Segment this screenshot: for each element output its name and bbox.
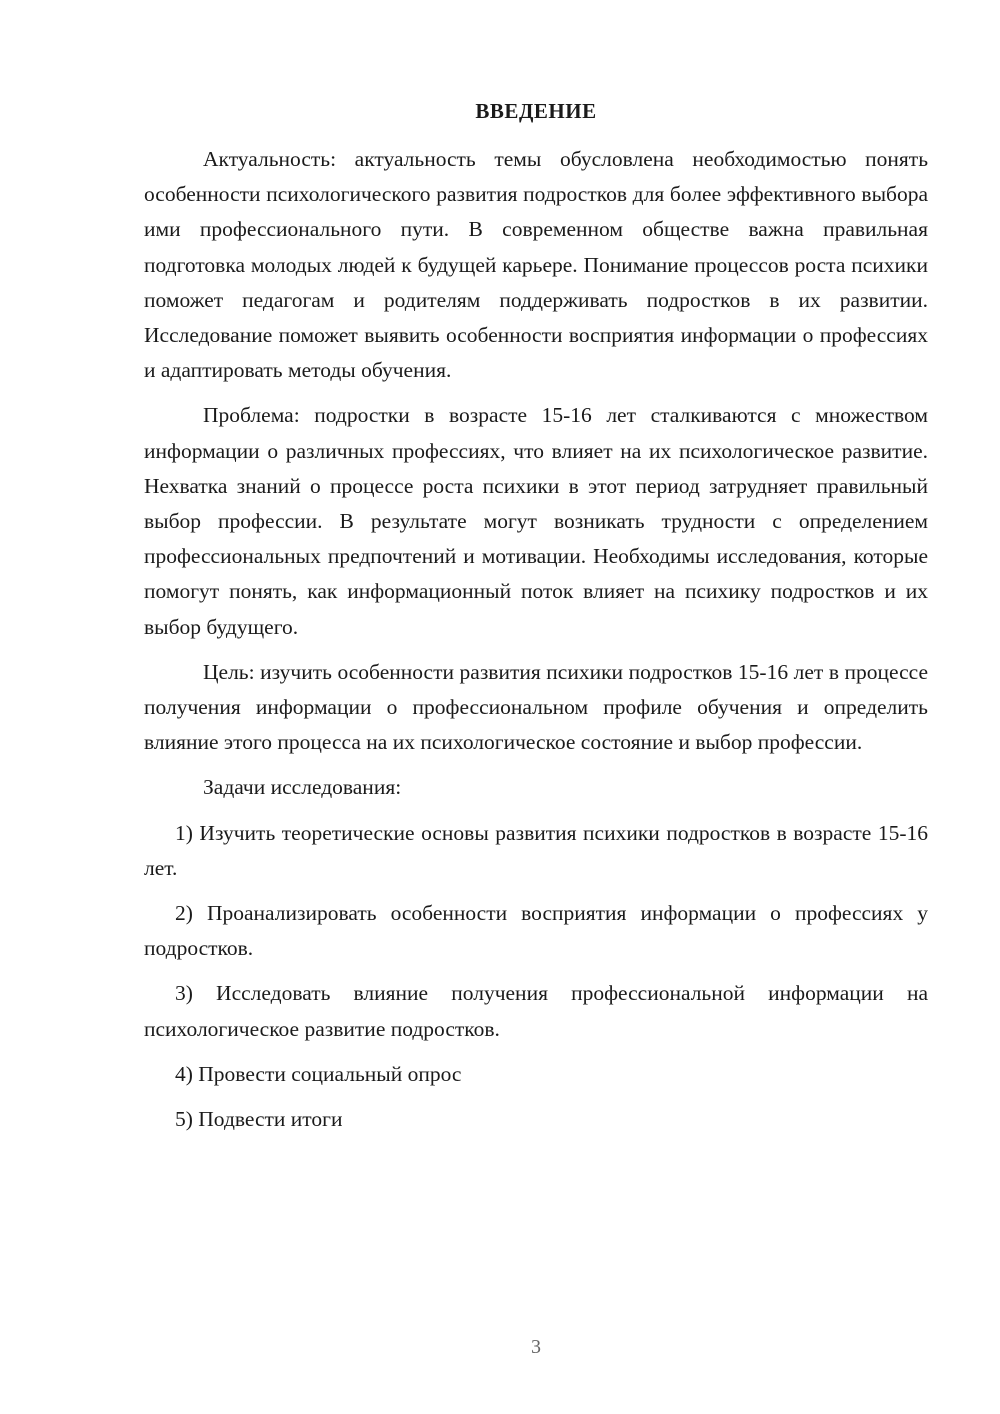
paragraph-relevance: Актуальность: актуальность темы обусловлена необходимостью понять особенности психологического развития подростков для более эффективного выбора ими профессионального пути. В современном обществе важна правильная подготовка молодых людей к будущей карьере. Понимание процессов роста психики поможет педагогам и родителям поддерживать подростков в их развитии. Исследование поможет выявить особенности восприятия информации о профессиях и адаптировать методы обучения.	[144, 147, 928, 383]
task-item-3: 3) Исследовать влияние получения профессиональной информации на психологическое развитие подростков.	[144, 981, 928, 1041]
document-page	[144, 0, 928, 1414]
paragraph-goal: Цель: изучить особенности развития психики подростков 15-16 лет в процессе получения информации о профессиональном профиле обучения и определить влияние этого процесса на их психологическое состояние и выбор профессии.	[144, 659, 928, 755]
document-body	[144, 142, 928, 1137]
task-item-4: 4) Провести социальный опрос	[175, 1061, 462, 1086]
tasks-heading: Задачи исследования:	[203, 775, 402, 800]
task-item-2: 2) Проанализировать особенности восприятия информации о профессиях у подростков.	[144, 901, 928, 961]
section-title: ВВЕДЕНИЕ	[475, 99, 597, 123]
page-number: 3	[531, 1336, 541, 1358]
paragraph-problem: Проблема: подростки в возрасте 15-16 лет сталкиваются с множеством информации о различных профессиях, что влияет на их психологическое развитие. Нехватка знаний о процессе роста психики в этот период затрудняет правильный выбор профессии. В результате могут возникать трудности с определением профессиональных предпочтений и мотивации. Необходимы исследования, которые помогут понять, как информационный поток влияет на психику подростков и их выбор будущего.	[144, 403, 928, 639]
task-item-5: 5) Подвести итоги	[175, 1107, 343, 1132]
task-item-1: 1) Изучить теоретические основы развития психики подростков в возрасте 15-16 лет.	[144, 820, 928, 880]
